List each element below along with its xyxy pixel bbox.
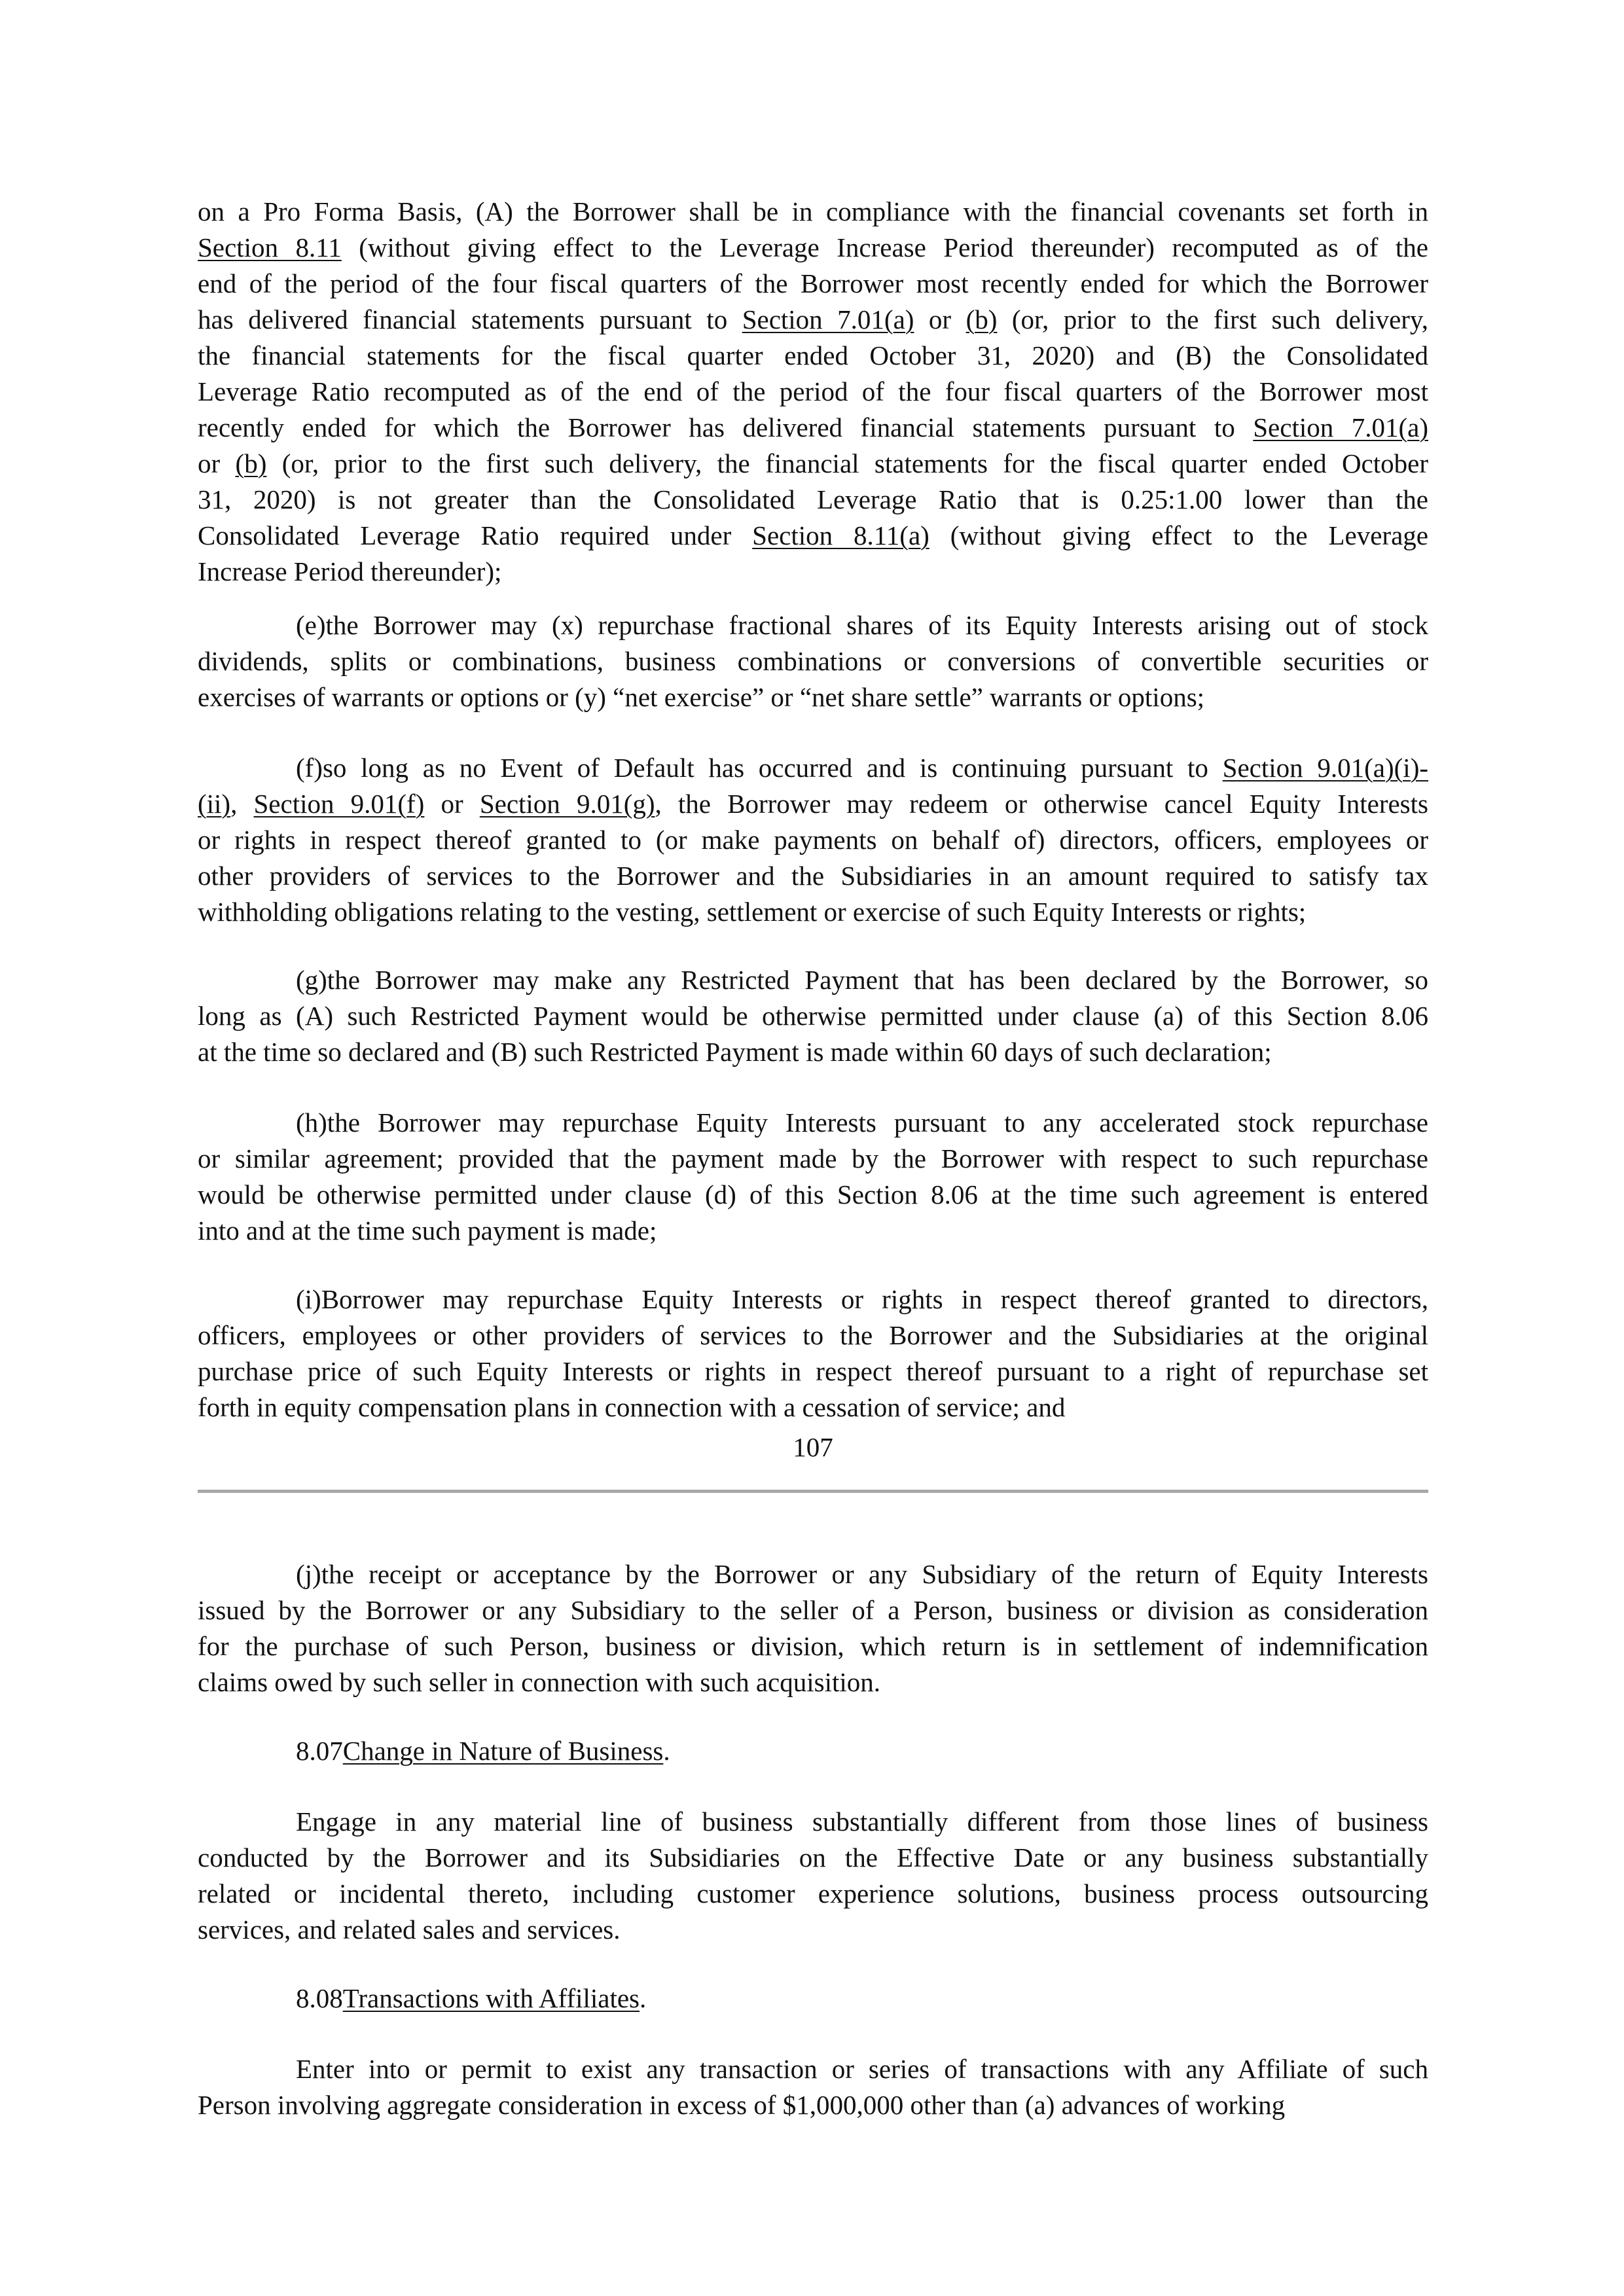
text-run: Increase Period thereunder); xyxy=(198,556,502,586)
text-line xyxy=(198,410,1428,446)
text-line xyxy=(198,1177,1428,1213)
text-run: exercises of warrants or options or (y) “net exercise” or “net share settle” warrants or options; xyxy=(198,682,1205,712)
text-run: (or, prior to the first such delivery, the financial statements for the fiscal quarter ended October xyxy=(266,448,1428,478)
paragraph-i xyxy=(198,1282,1428,1426)
text-run: officers, employees or other providers of services to the Borrower and the Subsidiaries at the original xyxy=(198,1320,1428,1350)
text-run: other providers of services to the Borrower and the Subsidiaries in an amount required to satisfy tax xyxy=(198,861,1428,891)
paragraph-e xyxy=(198,607,1428,715)
text-line xyxy=(198,1804,1428,1840)
text-line xyxy=(198,1354,1428,1390)
text-line xyxy=(198,1592,1428,1628)
text-line xyxy=(198,998,1428,1034)
text-run: withholding obligations relating to the vesting, settlement or exercise of such Equity Interests or rights; xyxy=(198,897,1307,927)
section-heading-8-08 xyxy=(296,1981,646,2017)
text-run: into and at the time such payment is made; xyxy=(198,1215,657,1246)
text-line xyxy=(198,858,1428,894)
paragraph-j xyxy=(198,1556,1428,1700)
text-line xyxy=(198,1282,1428,1318)
text-run: or xyxy=(198,448,236,478)
paragraph-d-continuation xyxy=(198,194,1428,590)
section-title-period: . xyxy=(640,1983,647,2013)
text-run: Leverage Ratio recomputed as of the end of the period of the four fiscal quarters of the Borrower most xyxy=(198,376,1428,406)
text-line xyxy=(198,2087,1428,2123)
text-line xyxy=(198,1390,1428,1426)
text-line xyxy=(198,1664,1428,1700)
text-line xyxy=(198,894,1428,930)
text-run: claims owed by such seller in connection with such acquisition. xyxy=(198,1667,880,1697)
text-line xyxy=(198,822,1428,858)
text-line xyxy=(198,1318,1428,1354)
text-line xyxy=(198,338,1428,374)
section-cross-reference: (ii) xyxy=(198,789,231,819)
text-line xyxy=(198,302,1428,338)
text-run: Consolidated Leverage Ratio required under xyxy=(198,520,753,550)
text-line xyxy=(198,1213,1428,1249)
section-number: 8.07 xyxy=(296,1736,343,1766)
text-line xyxy=(198,679,1428,715)
text-run: long as (A) such Restricted Payment would be otherwise permitted under clause (a) of this Section 8.06 xyxy=(198,1001,1428,1031)
text-run: recently ended for which the Borrower has delivered financial statements pursuant to xyxy=(198,412,1254,442)
text-line xyxy=(198,482,1428,518)
text-line xyxy=(198,1876,1428,1912)
text-run: or similar agreement; provided that the payment made by the Borrower with respect to such repurchase xyxy=(198,1143,1428,1174)
text-line xyxy=(198,1105,1428,1141)
text-run: 31, 2020) is not greater than the Consolidated Leverage Ratio that is 0.25:1.00 lower than the xyxy=(198,484,1428,514)
text-run: conducted by the Borrower and its Subsidiaries on the Effective Date or any business substantially xyxy=(198,1842,1428,1873)
text-line xyxy=(198,230,1428,266)
text-run: or xyxy=(424,789,480,819)
text-run: (or, prior to the first such delivery, xyxy=(997,304,1429,334)
text-run: or xyxy=(914,304,966,334)
text-line xyxy=(198,786,1428,822)
text-run: end of the period of the four fiscal quarters of the Borrower most recently ended for which the Borrower xyxy=(198,268,1428,298)
section-cross-reference: (b) xyxy=(235,448,267,478)
section-cross-reference: Section 8.11(a) xyxy=(752,520,929,550)
text-run: Enter into or permit to exist any transaction or series of transactions with any Affiliate of such xyxy=(296,2054,1428,2084)
text-line xyxy=(198,643,1428,679)
text-line xyxy=(198,2051,1428,2087)
text-run: related or incidental thereto, including customer experience solutions, business process outsourcing xyxy=(198,1878,1428,1909)
section-title-period: . xyxy=(663,1736,670,1766)
text-line xyxy=(198,750,1428,786)
text-run: issued by the Borrower or any Subsidiary to the seller of a Person, business or division as consideration xyxy=(198,1595,1428,1625)
text-run: Engage in any material line of business substantially different from those lines of business xyxy=(296,1806,1428,1837)
section-number: 8.08 xyxy=(296,1983,343,2013)
section-cross-reference: Section 7.01(a) xyxy=(742,304,914,334)
text-run: the financial statements for the fiscal quarter ended October 31, 2020) and (B) the Consolidated xyxy=(198,340,1428,370)
paragraph-f xyxy=(198,750,1428,930)
text-run: (e)the Borrower may (x) repurchase fractional shares of its Equity Interests arising out of stock xyxy=(296,610,1428,640)
text-run: would be otherwise permitted under clause (d) of this Section 8.06 at the time such agreement is entered xyxy=(198,1179,1428,1210)
text-run: , the Borrower may redeem or otherwise cancel Equity Interests xyxy=(655,789,1428,819)
text-run: at the time so declared and (B) such Restricted Payment is made within 60 days of such declaration; xyxy=(198,1037,1272,1067)
section-cross-reference: Section 8.11 xyxy=(198,232,342,262)
text-run: (j)the receipt or acceptance by the Borrower or any Subsidiary of the return of Equity Interests xyxy=(296,1559,1428,1589)
text-line xyxy=(198,518,1428,554)
section-title: Transactions with Affiliates xyxy=(342,1983,640,2013)
text-run: (without giving effect to the Leverage Increase Period thereunder) recomputed as of the xyxy=(341,232,1428,262)
section-cross-reference: Section 7.01(a) xyxy=(1253,412,1429,442)
page-divider xyxy=(198,1490,1428,1493)
text-run: (i)Borrower may repurchase Equity Interests or rights in respect thereof granted to directors, xyxy=(296,1284,1428,1314)
paragraph-8-07-body xyxy=(198,1804,1428,1948)
text-run: (g)the Borrower may make any Restricted Payment that has been declared by the Borrower, so xyxy=(296,965,1428,995)
section-heading-8-07 xyxy=(296,1733,670,1769)
section-cross-reference: Section 9.01(g) xyxy=(479,789,655,819)
section-title: Change in Nature of Business xyxy=(342,1736,664,1766)
paragraph-h xyxy=(198,1105,1428,1249)
text-run: dividends, splits or combinations, business combinations or conversions of convertible securities or xyxy=(198,646,1428,676)
section-cross-reference: Section 9.01(a)(i)- xyxy=(1222,753,1429,783)
text-line xyxy=(198,266,1428,302)
document-page xyxy=(198,0,1428,2296)
page-number: 107 xyxy=(793,1432,833,1462)
section-cross-reference: Section 9.01(f) xyxy=(253,789,425,819)
text-run: services, and related sales and services. xyxy=(198,1914,621,1945)
text-run: for the purchase of such Person, business or division, which return is in settlement of indemnification xyxy=(198,1631,1428,1661)
text-line xyxy=(198,374,1428,410)
text-line xyxy=(198,962,1428,998)
text-line xyxy=(198,1034,1428,1070)
text-line xyxy=(198,446,1428,482)
text-run: (f)so long as no Event of Default has occurred and is continuing pursuant to xyxy=(296,753,1223,783)
text-run: , xyxy=(230,789,254,819)
paragraph-g xyxy=(198,962,1428,1070)
text-line xyxy=(198,194,1428,230)
text-run: on a Pro Forma Basis, (A) the Borrower shall be in compliance with the financial covenants set forth in xyxy=(198,196,1428,226)
paragraph-8-08-body xyxy=(198,2051,1428,2123)
section-cross-reference: (b) xyxy=(965,304,998,334)
text-run: (h)the Borrower may repurchase Equity Interests pursuant to any accelerated stock repurchase xyxy=(296,1107,1428,1138)
text-line xyxy=(198,1556,1428,1592)
text-run: (without giving effect to the Leverage xyxy=(929,520,1428,550)
text-run: purchase price of such Equity Interests or rights in respect thereof pursuant to a right of repurchase set xyxy=(198,1356,1428,1386)
text-line xyxy=(198,1912,1428,1948)
text-line xyxy=(198,1141,1428,1177)
text-run: or rights in respect thereof granted to (or make payments on behalf of) directors, officers, employees or xyxy=(198,825,1428,855)
text-line xyxy=(198,1840,1428,1876)
text-line xyxy=(198,607,1428,643)
text-run: Person involving aggregate consideration in excess of $1,000,000 other than (a) advances of working xyxy=(198,2090,1286,2120)
text-line xyxy=(198,1628,1428,1664)
text-line xyxy=(198,554,1428,590)
text-run: has delivered financial statements pursuant to xyxy=(198,304,742,334)
text-run: forth in equity compensation plans in connection with a cessation of service; and xyxy=(198,1392,1066,1422)
